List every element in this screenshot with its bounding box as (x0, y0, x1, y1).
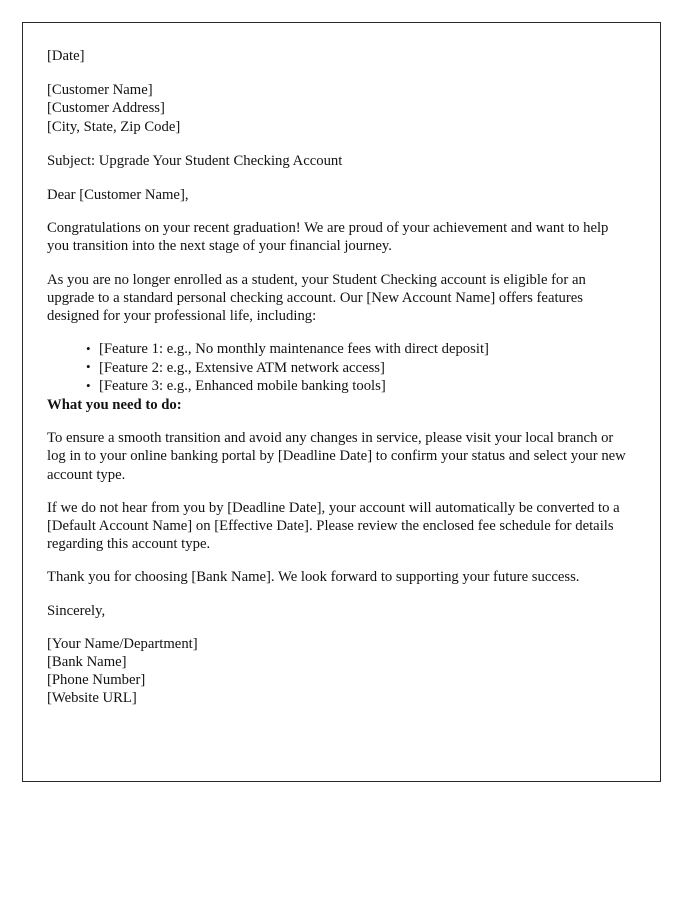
paragraph-congratulations: Congratulations on your recent graduation! We are proud of your achievement and want to help you transition into the next stage of your financial journey. (47, 220, 609, 255)
signature-bank-name: [Bank Name] (47, 654, 127, 671)
date-line: [Date] (47, 48, 85, 64)
subject-block (47, 152, 628, 170)
salutation-line: Dear [Customer Name], (47, 187, 189, 204)
recipient-name: [Customer Name] (47, 82, 153, 99)
list-item: • [Feature 3: e.g., Enhanced mobile banking tools] (99, 377, 628, 396)
signature-block (47, 635, 628, 708)
signature-phone-number: [Phone Number] (47, 672, 146, 689)
salutation-block (47, 186, 628, 204)
paragraph-thank-you: Thank you for choosing [Bank Name]. We look forward to supporting your future success. (47, 569, 580, 586)
recipient-city-state-zip: [City, State, Zip Code] (47, 118, 181, 135)
subject-line: Subject: Upgrade Your Student Checking Account (47, 152, 343, 169)
action-heading: What you need to do: (47, 397, 182, 414)
paragraph-transition-instructions: To ensure a smooth transition and avoid any changes in service, please visit your local branch or log in to your online banking portal by [Deadline Date] to confirm your status and select your new account type. (47, 430, 626, 483)
paragraph-upgrade-eligibility: As you are no longer enrolled as a student, your Student Checking account is eligible for an upgrade to a standard personal checking account. Our [New Account Name] offers features designed for your professional life, including: (47, 271, 586, 325)
date-block (47, 47, 628, 65)
signature-name-department: [Your Name/Department] (47, 635, 198, 652)
recipient-address-block (47, 81, 628, 136)
letter-page (22, 22, 661, 782)
list-item: • [Feature 2: e.g., Extensive ATM network access] (99, 359, 628, 378)
signature-website-url: [Website URL] (47, 690, 137, 707)
closing-line: Sincerely, (47, 602, 106, 619)
recipient-address: [Customer Address] (47, 100, 165, 117)
closing-block (47, 602, 628, 620)
paragraph-auto-conversion: If we do not hear from you by [Deadline Date], your account will automatically be converted to a [Default Account Name] on [Effective Date]. Please review the enclosed fee schedule for details regarding this account type. (47, 499, 620, 553)
feature-list (47, 340, 628, 396)
list-item: • [Feature 1: e.g., No monthly maintenance fees with direct deposit] (99, 340, 628, 359)
letter-body (23, 23, 660, 708)
